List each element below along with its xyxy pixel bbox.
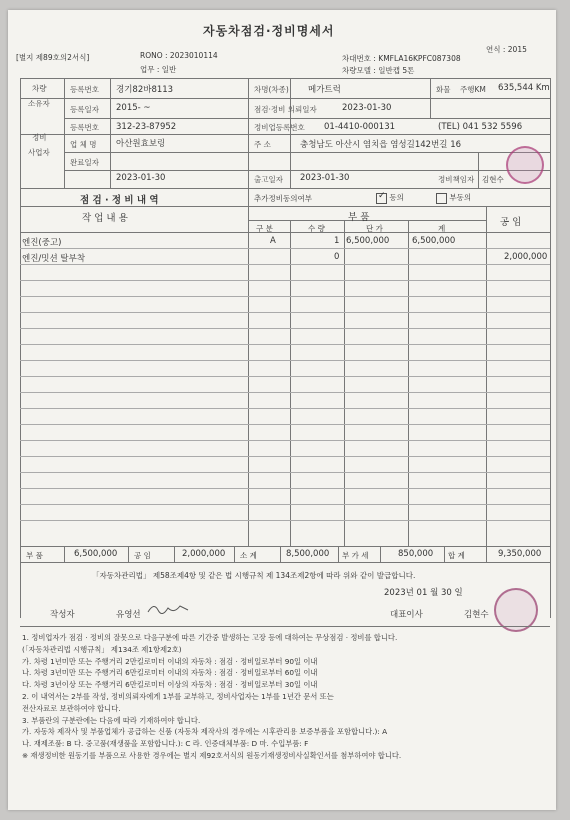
- manager-label: 정비책임자: [438, 175, 475, 184]
- frame-line: [20, 232, 550, 233]
- row-line: [20, 280, 550, 281]
- col-parts: 부 품: [348, 212, 370, 223]
- frame-line: [20, 134, 550, 135]
- col-unit: 단 가: [366, 224, 383, 233]
- shop-reg-label: 등록번호: [70, 123, 99, 132]
- law-statement: 「자동차관리법」 제58조제4항 및 같은 법 시행규칙 제 134조제2항에 따라 위와 같이 발급합니다.: [92, 571, 416, 580]
- writer-label: 작성자: [50, 610, 75, 620]
- row-line: [20, 264, 550, 265]
- cargo-label: 화물: [436, 85, 451, 94]
- vehicle-name: 메가트럭: [308, 85, 341, 95]
- form-number: [별지 제89호의2서식]: [16, 53, 90, 62]
- shop-name: 아산원효보링: [116, 139, 166, 149]
- row-line: [20, 376, 550, 377]
- vehicle-name-label: 차명(차종): [254, 85, 289, 94]
- frame-line: [380, 546, 381, 562]
- frame-line: [408, 220, 409, 546]
- rep-name: 김현수: [464, 610, 489, 620]
- note-line: 전산자료로 보관하여야 합니다.: [22, 703, 121, 713]
- row-line: [20, 456, 550, 457]
- note-line: 3. 부품란의 구분란에는 다음에 따라 기재하여야 합니다.: [22, 715, 201, 725]
- vat: 850,000: [398, 549, 434, 559]
- frame-line: [290, 220, 291, 546]
- frame-line: [64, 118, 550, 119]
- row-line: [20, 472, 550, 473]
- manager: 김현수: [482, 175, 504, 184]
- parts-total-label: 부 품: [26, 551, 43, 560]
- frame-line: [20, 562, 550, 563]
- frame-line: [20, 98, 550, 99]
- frame-line: [344, 220, 345, 546]
- row-labor: 2,000,000: [504, 252, 548, 262]
- row-line: [20, 408, 550, 409]
- address: 충청남도 아산시 염치읍 염성길142번길 16: [300, 140, 462, 150]
- model-year: 연식 : 2015: [486, 45, 527, 54]
- frame-line: [64, 78, 65, 188]
- biz-reg-label: 정비업등록번호: [254, 123, 305, 132]
- shop-tel: (TEL) 041 532 5596: [438, 122, 523, 132]
- rono: RONO : 2023010114: [140, 51, 218, 60]
- note-line: 가. 차령 1년미만 또는 주행거리 2만킬로미터 이내의 자동차 : 점검 · 정비일로부터 90일 이내: [22, 656, 318, 666]
- owner-section-line1: 차량: [32, 84, 47, 93]
- row-type: A: [270, 236, 276, 246]
- reg-date-label: 등록일자: [70, 105, 99, 114]
- work-section-title: 점 검 · 정 비 내 역: [80, 195, 159, 206]
- frame-line: [444, 546, 445, 562]
- note-line: 나. 재제조품: B 다. 중고품(재생품을 포함합니다.): C 라. 인증대체부품: D 마. 수입부품: F: [22, 739, 309, 749]
- labor-total: 2,000,000: [182, 549, 226, 559]
- shop-section-line1: 정비: [32, 133, 47, 142]
- frame-line: [20, 78, 550, 79]
- frame-line: [128, 546, 129, 562]
- notes-section: [22, 632, 552, 762]
- col-qty: 수 량: [308, 224, 325, 233]
- manager-seal: [506, 146, 544, 184]
- disagree-label: 부동의: [449, 193, 472, 202]
- frame-line: [550, 78, 551, 618]
- row-unit: 6,500,000: [346, 236, 390, 246]
- row-line: [20, 296, 550, 297]
- address-label: 주 소: [254, 140, 271, 149]
- shop-reg: 312-23-87952: [116, 122, 177, 132]
- frame-line: [430, 78, 431, 118]
- shop-name-label: 업 체 명: [70, 140, 97, 149]
- frame-line: [486, 546, 487, 562]
- frame-line: [20, 78, 21, 618]
- labor-total-label: 공 임: [134, 551, 151, 560]
- row-line: [20, 392, 550, 393]
- agree-label: 동의: [389, 193, 404, 202]
- rep-label: 대표이사: [390, 610, 423, 620]
- frame-line: [20, 206, 550, 207]
- mileage-label: 주행KM: [460, 85, 486, 94]
- note-line: 다. 차령 3년이상 또는 주행거리 6만킬로미터 이상의 자동차 : 점검 · 정비일로부터 30일 이내: [22, 680, 318, 690]
- subtotal: 8,500,000: [286, 549, 330, 559]
- writer-signature: [146, 600, 190, 618]
- row-total: 6,500,000: [412, 236, 456, 246]
- frame-line: [338, 546, 339, 562]
- row-qty: 0: [334, 252, 340, 262]
- reg-date: 2015- ~: [116, 103, 151, 113]
- frame-line: [110, 78, 111, 188]
- note-line: 2. 이 내역서는 2부를 작성, 정비의뢰자에게 1부를 교부하고, 정비사업자는 1부를 1년간 문서 또는: [22, 691, 334, 701]
- frame-line: [234, 546, 235, 562]
- reg-no-label: 등록번호: [70, 85, 99, 94]
- reg-no: 경기82바8113: [116, 85, 174, 95]
- frame-line: [20, 546, 550, 547]
- frame-line: [64, 546, 65, 562]
- row-desc: 엔진(중고): [22, 238, 62, 248]
- note-line: ※ 재생정비한 원동기를 부품으로 사용한 경우에는 별지 제92호서식의 원동기재생정비사실확인서를 첨부하여야 합니다.: [22, 750, 402, 760]
- business-type: 업무 : 일반: [140, 65, 177, 74]
- row-line: [20, 248, 550, 249]
- row-line: [20, 344, 550, 345]
- frame-line: [280, 546, 281, 562]
- writer-name: 유영선: [116, 610, 141, 620]
- note-line: 1. 정비업자가 점검 · 정비의 잘못으로 다음구분에 따른 기간중 발생하는 고장 등에 대하여는 무상점검 · 정비를 합니다.: [22, 633, 398, 642]
- frame-line: [478, 152, 479, 188]
- out-date-label: 출고일자: [254, 175, 283, 184]
- frame-line: [248, 78, 249, 206]
- subtotal-label: 소 계: [240, 551, 257, 560]
- row-line: [20, 440, 550, 441]
- biz-reg: 01-4410-000131: [324, 122, 396, 132]
- row-qty: 1: [334, 236, 340, 246]
- vehicle-model: 차량모델 : 일반캡 5톤: [342, 66, 415, 75]
- inspect-date: 2023-01-30: [342, 103, 392, 113]
- disagree-option[interactable]: [436, 192, 471, 204]
- consent-label: 추가정비동의여부: [254, 194, 312, 203]
- vat-label: 부 가 세: [342, 551, 369, 560]
- frame-line: [20, 626, 550, 627]
- mileage: 635,544 Km: [498, 83, 550, 93]
- owner-section-line2: 소유자: [28, 99, 50, 108]
- row-line: [20, 424, 550, 425]
- note-line: (「자동차관리법 시행규칙」 제134조 제1항제2호): [22, 644, 182, 654]
- note-line: 나. 차령 3년미만 또는 주행거리 6만킬로미터 이내의 자동차 : 점검 · 정비일로부터 60일 이내: [22, 668, 318, 678]
- col-labor: 공 임: [500, 217, 522, 228]
- frame-line: [290, 78, 291, 188]
- row-line: [20, 360, 550, 361]
- document-title: 자동차점검·정비명세서: [203, 24, 335, 38]
- issue-date: 2023년 01 월 30 일: [384, 588, 463, 598]
- done-date-label: 완료일자: [70, 158, 99, 167]
- inspect-date-label: 점검·정비 의뢰일자: [254, 105, 317, 114]
- row-line: [20, 520, 550, 521]
- parts-total: 6,500,000: [74, 549, 118, 559]
- note-line: 가. 자동차 제작사 및 부품업체가 공급하는 신품 (자동차 제작사의 경우에는 시후관리용 보증부품을 포함합니다.): A: [22, 727, 388, 737]
- disagree-checkbox[interactable]: [436, 193, 447, 204]
- row-line: [20, 504, 550, 505]
- out-date: 2023-01-30: [300, 173, 350, 183]
- row-line: [20, 488, 550, 489]
- estimate-document: [8, 10, 556, 810]
- row-line: [20, 328, 550, 329]
- grand-total-label: 합 계: [448, 551, 465, 560]
- agree-checkbox[interactable]: ✓: [376, 193, 387, 204]
- col-total: 계: [438, 224, 446, 233]
- shop-section-line2: 사업자: [28, 148, 50, 157]
- row-line: [20, 312, 550, 313]
- vin: 차대번호 : KMFLA16KPFC087308: [342, 54, 461, 63]
- agree-option[interactable]: [376, 192, 404, 204]
- col-type: 구 분: [256, 224, 273, 233]
- done-date: 2023-01-30: [116, 173, 166, 183]
- col-work: 작 업 내 용: [82, 213, 128, 224]
- frame-line: [174, 546, 175, 562]
- row-desc: 엔진/밋션 탈부착: [22, 254, 86, 264]
- grand-total: 9,350,000: [498, 549, 542, 559]
- frame-line: [20, 188, 550, 189]
